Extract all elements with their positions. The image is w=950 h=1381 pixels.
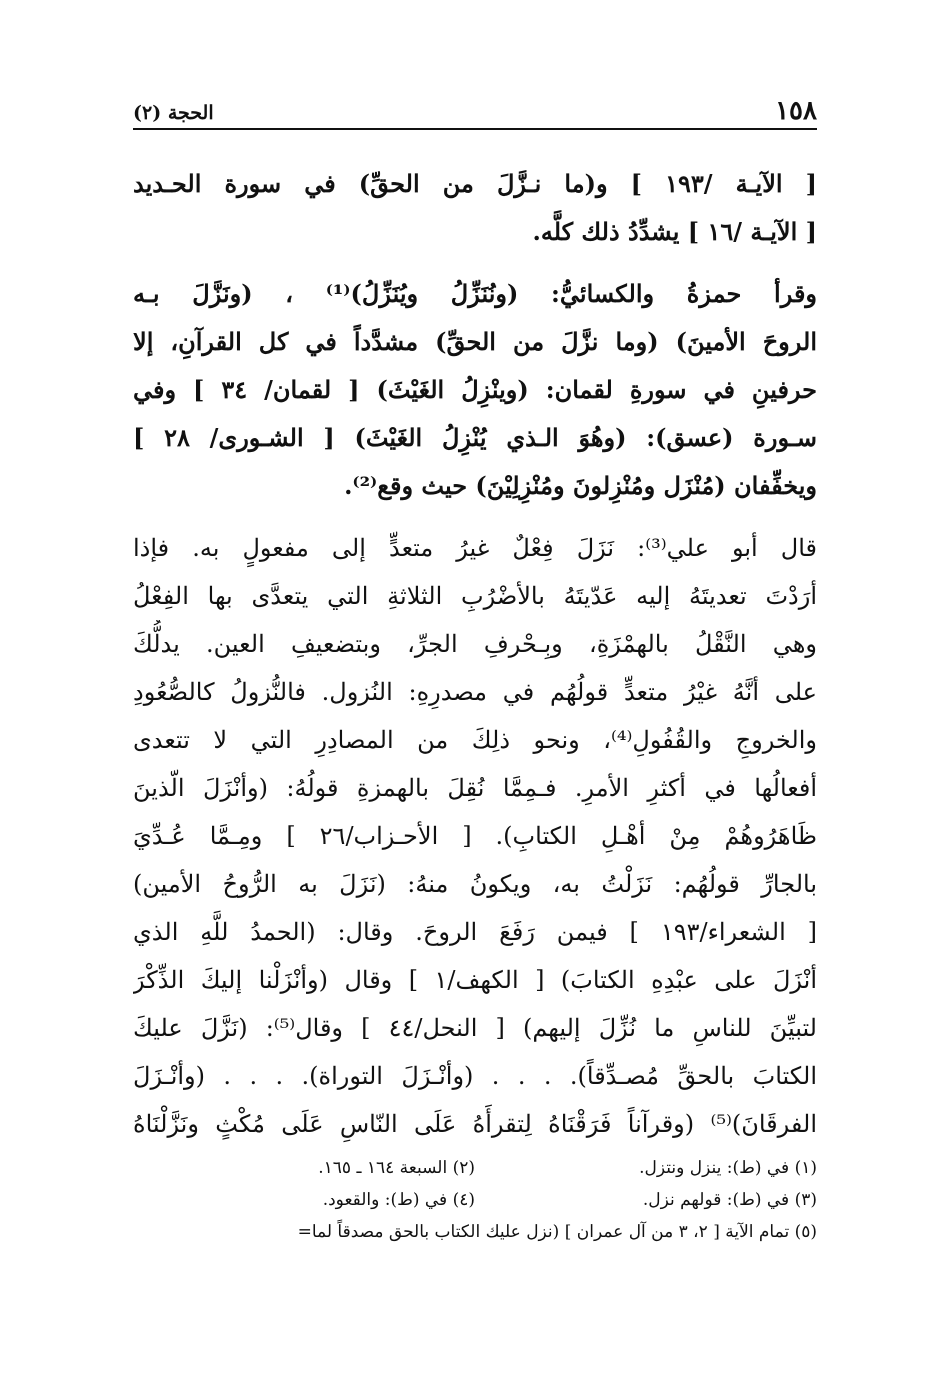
footnote-row [133, 1184, 817, 1216]
text-line: قال أبو علي⁽³⁾: نَزَلَ فِعْلٌ غيرُ متعدٍّ إلى مفعولٍ به. فإذا [133, 534, 817, 562]
text-line: أرَدْتَ تعديتَهُ إليه عَدّيتَهُ بالأضْرُبِ الثلاثةِ التي يتعدَّى بها الفِعْلُ [133, 582, 817, 610]
running-title: الحجة (٢) [133, 102, 214, 124]
footnote-row [133, 1216, 817, 1248]
footnote-row [133, 1152, 817, 1184]
text-line: سـورة (عسق): (وهُوَ الـذي يُنْزِلُ الغَيْثَ) [ الشـورى/ ٢٨ ] [133, 423, 817, 452]
footnote-4: (٤) في (ط): والقعود. [322, 1190, 475, 1210]
text-line: على أنَّهُ غيْرُ متعدٍّ قولُهُم في مصدرِهِ: النُزول. فالنُّزولُ كالصُّعُودِ [133, 678, 817, 706]
paragraph-3 [133, 524, 817, 1148]
footnote-3: (٣) في (ط): قولهم نزل. [642, 1190, 817, 1210]
text-line: الكتابَ بالحقِّ مُصـدِّقاً). . . . (وأنْـزَلَ التوراة). . . . (وأنْـزَلَ [133, 1062, 817, 1090]
text-line: بالجارِّ قولُهُم: نَزَلْتُ به، ويكونُ منهُ: (نَزَلَ به الرُّوحُ الأمين) [133, 870, 817, 898]
text-line: [ الشعراء/١٩٣ ] فيمن رَفَعَ الروحَ. وقال: (الحمدُ للَّهِ الذي [133, 918, 817, 946]
footnote-1: (١) في (ط): ينزل ونتزل. [639, 1158, 817, 1178]
footnotes [133, 1152, 817, 1248]
text-line: وقرأ حمزةُ والكسائيُّ: (ونُنَزِّلُ ويُنَزِّلُ)⁽¹⁾ ، (ونَزَّلَ بـه [133, 279, 817, 308]
text-line: وهي النَّقْلُ بالهمْزَةِ، وبِـحْرفِ الجرِّ، وبتضعيفِ العين. يدلُّكَ [133, 630, 817, 658]
text-line: أنْزَلَ على عبْدِهِ الكتابَ) [ الكهف/١ ] وقال (وأنْزَلْنا إليكَ الذِّكْرَ [133, 966, 817, 994]
text-line: الفرقَانَ)⁽⁵⁾ (وقرآناً فَرَقْنَاهُ لِتقرأَهُ عَلَى النّاسِ عَلَى مُكْثٍ ونَزَّلْنَاهُ [133, 1110, 817, 1138]
text-line: ظَاهَرُوهُمْ مِنْ أهْـلِ الكتابِ). [ الأحـزاب/٢٦ ] ومِـمَّا عُـدِّيَ [133, 822, 817, 850]
text-line: [ الآيـة /١٦ ] يشدِّدُ ذلك كلَّه. [532, 217, 817, 246]
text-line: الروحَ الأمينَ) (وما نزَّلَ من الحقِّ) مشدَّداً في كل القرآنِ، إلا [133, 327, 817, 356]
page-number: ١٥٨ [775, 96, 817, 126]
paragraph-1 [133, 160, 817, 256]
footnote-2: (٢) السبعة ١٦٤ ـ ١٦٥. [318, 1158, 475, 1178]
text-line: ويخفِّفان (مُنْزَل ومُنْزِلونَ ومُنْزِلِيْنَ) حيث وقع⁽²⁾. [344, 471, 817, 500]
page-header [133, 94, 817, 130]
text-line: أفعالُها في أكثرِ الأمرِ. فـمِمَّا نُقِلَ بالهمزةِ قولُهُ: (وأنْزَلَ الّذينَ [133, 774, 817, 802]
text-line: [ الآيـة /١٩٣ ] و(ما نـزَّلَ من الحقِّ) في سورة الحـديد [133, 169, 817, 198]
text-line: حرفينِ في سورةِ لقمان: (وينْزِلُ الغَيْثَ) [ لقمان/ ٣٤ ] وفي [133, 375, 817, 404]
main-text [133, 160, 817, 1148]
paragraph-2 [133, 270, 817, 510]
text-line: والخروجِ والقُفُولِ⁽⁴⁾، ونحو ذلِكَ من المصادِرِ التي لا تتعدى [133, 726, 817, 754]
text-line: لتبيِّنَ للناسِ ما نُزِّلَ إليهم) [ النحل/٤٤ ] وقال⁽⁵⁾: (نَزَّلَ عليكَ [133, 1014, 817, 1042]
footnote-5: (٥) تمام الآية [ ٢، ٣ من آل عمران ] (نزل عليك الكتاب بالحق مصدقاً لما= [297, 1222, 817, 1242]
